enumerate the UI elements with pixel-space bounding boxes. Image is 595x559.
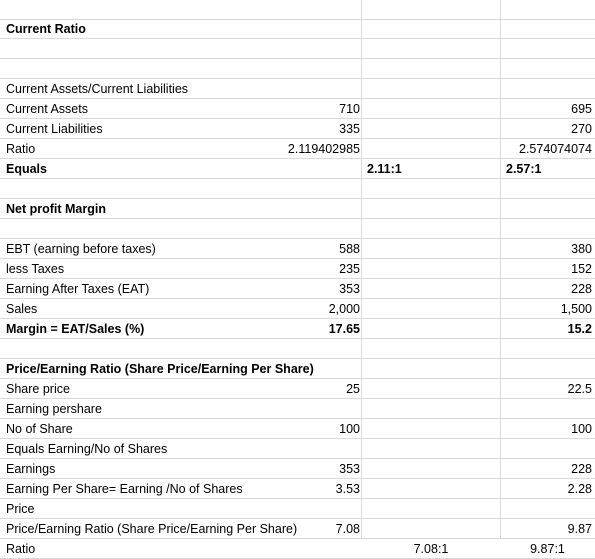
table-row — [0, 299, 595, 319]
cell-value-c[interactable]: 270 — [571, 122, 592, 136]
cell-value-c[interactable]: 228 — [571, 462, 592, 476]
table-row — [0, 419, 595, 439]
cell-label[interactable]: Ratio — [6, 542, 36, 556]
cell-value-b[interactable]: 100 — [339, 422, 360, 436]
cell-value-b[interactable]: 235 — [339, 262, 360, 276]
cell-label[interactable]: Earning Per Share= Earning /No of Shares — [6, 482, 243, 496]
cell-value-b[interactable]: 710 — [339, 102, 360, 116]
table-row — [0, 379, 595, 399]
cell-value-b[interactable]: 2.119402985 — [287, 142, 360, 156]
table-row — [0, 539, 595, 559]
table-row — [0, 0, 595, 20]
cell-label[interactable]: Earning pershare — [6, 402, 102, 416]
cell-text-b[interactable]: 7.08:1 — [413, 542, 449, 556]
table-row — [0, 319, 595, 339]
cell-value-c[interactable]: 2.574074074 — [519, 142, 592, 156]
cell-text-c[interactable]: 2.57:1 — [506, 162, 542, 176]
table-row — [0, 339, 595, 359]
cell-label[interactable]: Price — [6, 502, 35, 516]
cell-value-c[interactable]: 1,500 — [560, 302, 592, 316]
cell-value-c[interactable]: 380 — [571, 242, 592, 256]
table-row — [0, 179, 595, 199]
cell-label[interactable]: No of Share — [6, 422, 73, 436]
cell-label[interactable]: Ratio — [6, 142, 36, 156]
cell-label[interactable]: Current Ratio — [6, 22, 86, 36]
cell-label[interactable]: Price/Earning Ratio (Share Price/Earning Per Share) — [6, 362, 314, 376]
cell-label[interactable]: Current Liabilities — [6, 122, 103, 136]
table-row — [0, 59, 595, 79]
cell-label[interactable]: Price/Earning Ratio (Share Price/Earning Per Share) — [6, 522, 298, 536]
cell-label[interactable]: EBT (earning before taxes) — [6, 242, 156, 256]
cell-label[interactable]: Equals Earning/No of Shares — [6, 442, 168, 456]
cell-value-c[interactable]: 152 — [571, 262, 592, 276]
table-row — [0, 159, 595, 179]
cell-value-c[interactable]: 15.2 — [567, 322, 592, 336]
cell-value-c[interactable]: 100 — [571, 422, 592, 436]
cell-label[interactable]: less Taxes — [6, 262, 65, 276]
table-row — [0, 359, 595, 379]
table-row — [0, 239, 595, 259]
table-row — [0, 499, 595, 519]
cell-value-c[interactable]: 228 — [571, 282, 592, 296]
table-row — [0, 99, 595, 119]
cell-value-b[interactable]: 25 — [346, 382, 360, 396]
table-row — [0, 39, 595, 59]
cell-text-c[interactable]: 9.87:1 — [530, 542, 565, 556]
table-row — [0, 119, 595, 139]
cell-label[interactable]: Current Assets — [6, 102, 88, 116]
cell-value-b[interactable]: 353 — [339, 282, 360, 296]
cell-value-b[interactable]: 353 — [339, 462, 360, 476]
cell-value-c[interactable]: 695 — [571, 102, 592, 116]
cell-value-c[interactable]: 22.5 — [567, 382, 592, 396]
table-row — [0, 79, 595, 99]
cell-text-b[interactable]: 2.11:1 — [367, 162, 402, 176]
table-row — [0, 439, 595, 459]
cell-value-b[interactable]: 335 — [339, 122, 360, 136]
cell-value-b[interactable]: 588 — [339, 242, 360, 256]
cell-value-c[interactable]: 9.87 — [567, 522, 592, 536]
cell-value-b[interactable]: 7.08 — [335, 522, 360, 536]
cell-value-c[interactable]: 2.28 — [567, 482, 592, 496]
cell-label[interactable]: Net profit Margin — [6, 202, 106, 216]
cell-label[interactable]: Margin = EAT/Sales (%) — [6, 322, 145, 336]
table-row — [0, 459, 595, 479]
table-row — [0, 259, 595, 279]
table-row — [0, 519, 595, 539]
table-row — [0, 199, 595, 219]
cell-label[interactable]: Equals — [6, 162, 47, 176]
cell-label[interactable]: Sales — [6, 302, 38, 316]
cell-label[interactable]: Current Assets/Current Liabilities — [6, 82, 189, 96]
table-row — [0, 479, 595, 499]
table-row — [0, 19, 595, 39]
cell-value-b[interactable]: 17.65 — [328, 322, 360, 336]
table-row — [0, 219, 595, 239]
cell-value-b[interactable]: 3.53 — [335, 482, 360, 496]
table-row — [0, 399, 595, 419]
table-row — [0, 279, 595, 299]
cell-label[interactable]: Share price — [6, 382, 70, 396]
cell-label[interactable]: Earning After Taxes (EAT) — [6, 282, 150, 296]
cell-label[interactable]: Earnings — [6, 462, 56, 476]
table-row — [0, 139, 595, 159]
cell-value-b[interactable]: 2,000 — [328, 302, 360, 316]
